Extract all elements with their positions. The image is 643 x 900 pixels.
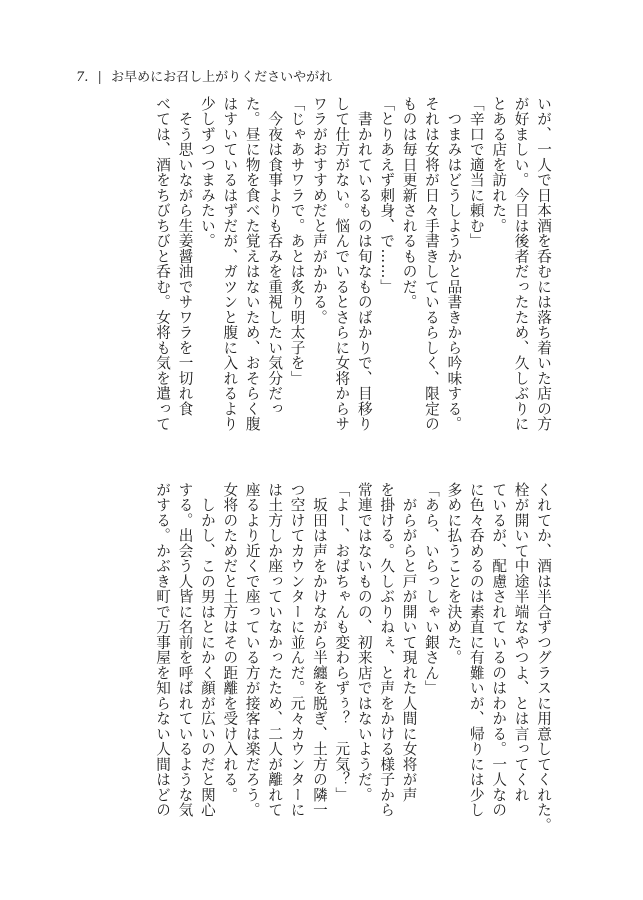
text-line: 「よー、おばちゃんも変わらずぅ？ 元気？」 (333, 482, 351, 803)
text-line: がらがらと戸が開いて現れた人間に女将が声 (400, 482, 418, 803)
text-line: 多めに払うことを決めた。 (445, 482, 463, 665)
header-separator: | (97, 70, 102, 85)
text-line: ワラがおすすめだと声がかかる。 (310, 96, 328, 325)
running-header (76, 66, 332, 85)
text-line: ものは毎日更新されるものだ。 (400, 96, 418, 310)
text-line: 座るより近くで座っている方が接客は楽だろう。 (243, 482, 261, 818)
lower-text-block (151, 482, 554, 834)
text-line: 坂田は声をかけながら半纏を脱ぎ、土方の隣一 (310, 482, 328, 818)
text-line: べては、酒をちびちびと呑む。女将も気を遣って (154, 96, 172, 432)
text-line: 常連ではないものの、初来店ではないようだ。 (355, 482, 373, 803)
text-line: する。出会う人皆に名前を呼ばれているような気 (176, 482, 194, 818)
text-line: ているが、配慮されているのはわかる。一人なの (490, 482, 508, 818)
text-line: が好ましい。今日は後者だったため、久しぶりに (512, 96, 530, 432)
text-line: 「じゃあサワラで。あとは炙り明太子を」 (288, 96, 306, 386)
upper-text-block (151, 96, 554, 454)
text-line: つ空けてカウンターに並んだ。元々カウンターに (288, 482, 306, 818)
text-line: がする。かぶき町で万事屋を知らない人間はどの (154, 482, 172, 818)
text-line: 書かれているものは旬なものばかりで、目移り (355, 96, 373, 432)
page-number: 7. (76, 70, 89, 85)
chapter-title: お早めにお召し上がりくださいやがれ (111, 70, 333, 85)
text-line: して仕方がない。悩んでいるとさらに女将からサ (333, 96, 351, 432)
text-line: 「辛口で適当に頼む」 (467, 96, 485, 249)
text-line: くれてか、酒は半合ずつグラスに用意してくれた。 (535, 482, 552, 833)
text-line: は土方しか座っていなかったため、二人が離れて (266, 482, 284, 818)
text-line: はすいているはずだが、ガツンと腹に入れるより (221, 96, 239, 432)
text-line: つまみはどうしようかと品書きから吟味する。 (445, 96, 463, 432)
text-line: それは女将が日々手書きしているらしく、限定の (422, 96, 440, 432)
text-line: いが、一人で日本酒を呑むには落ち着いた店の方 (535, 96, 552, 432)
text-line: た。昼に物を食べた覚えはないため、おそらく腹 (243, 96, 261, 432)
text-line: しかし、この男はとにかく顔が広いのだと関心 (198, 482, 216, 818)
text-line: 少しずつつまみたい。 (198, 96, 216, 249)
text-line: を掛ける。久しぶりねぇ、と声をかける様子から (378, 482, 396, 818)
text-line: 女将のためだと土方はその距離を受け入れる。 (221, 482, 239, 803)
text-line: 「あら、いらっしゃい銀さん」 (422, 482, 440, 696)
text-line: そう思いながら生姜醤油でサワラを一切れ食 (176, 96, 194, 417)
text-line: 「とりあえず刺身、で……」 (378, 96, 396, 295)
text-line: 栓が開いて中途半端なやつよ、とは言ってくれ (512, 482, 530, 803)
text-line: とある店を訪れた。 (490, 96, 508, 234)
text-line: 今夜は食事よりも呑みを重視したい気分だっ (266, 96, 284, 417)
text-line: に色々呑めるのは素直に有難いが、帰りには少し (467, 482, 485, 818)
